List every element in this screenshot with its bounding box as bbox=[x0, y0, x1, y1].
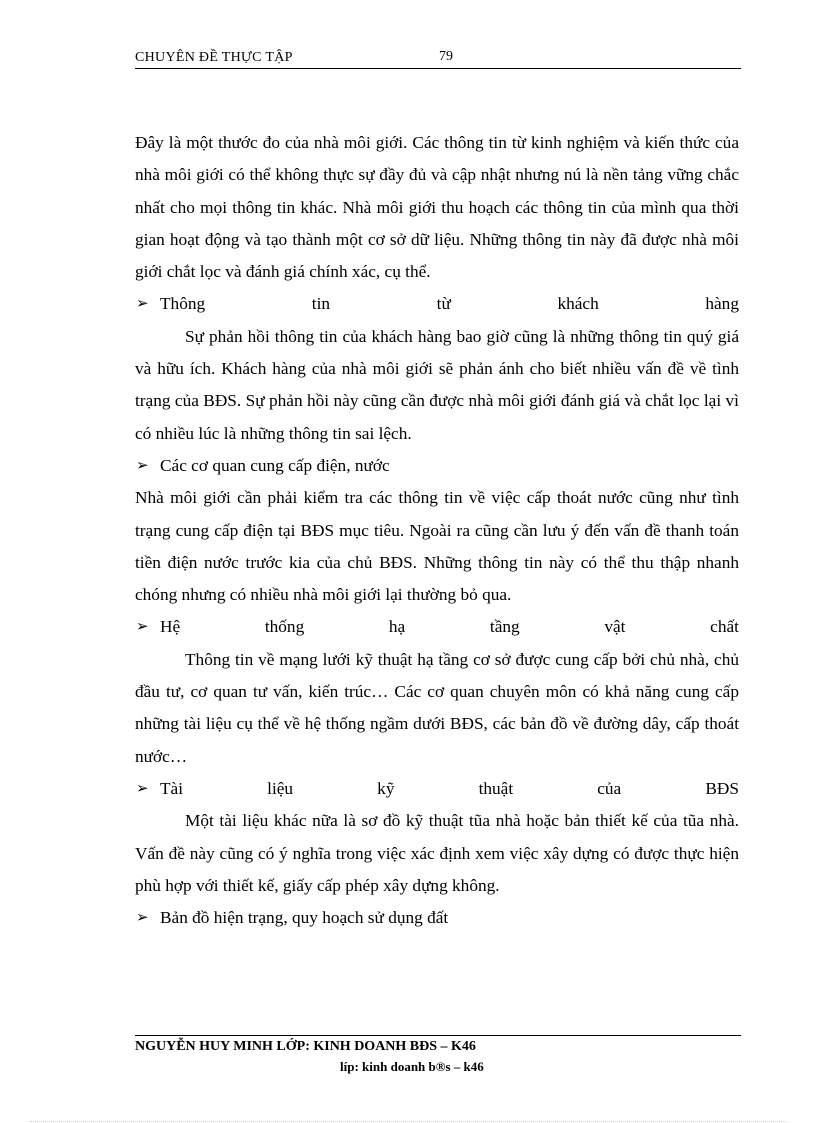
infrastructure-paragraph: Thông tin về mạng lưới kỹ thuật hạ tầng cơ sở được cung cấp bởi chủ nhà, chủ đầu tư, cơ quan tư vấn, kiến trúc… Các cơ quan chuyên môn có khả năng cung cấp những tài liệu cụ thể về hệ thống ngầm dưới BĐS, các bản đồ về đường dây, cấp thoát nước… bbox=[135, 649, 739, 766]
page-bottom-divider bbox=[30, 1121, 786, 1122]
heading-word: liệu bbox=[267, 778, 294, 798]
heading-word: Hệ bbox=[160, 617, 181, 637]
page-number: 79 bbox=[439, 49, 453, 64]
heading-word: tầng bbox=[489, 617, 520, 637]
heading-word: chất bbox=[710, 617, 739, 637]
bullet-heading-technical-docs bbox=[135, 773, 739, 805]
utilities-paragraph: Nhà môi giới cần phải kiểm tra các thông tin về việc cấp thoát nước cũng như tình trạng cung cấp điện tại BĐS mục tiêu. Ngoài ra cũng cần lưu ý đến vấn đề thanh toán tiền điện nước trước kia của chủ BĐS. Những thông tin này có thể thu thập nhanh chóng nhưng có nhiều nhà môi giới lại thường bỏ qua. bbox=[135, 488, 739, 605]
document-body bbox=[135, 127, 739, 934]
arrow-bullet-icon: ➢ bbox=[136, 296, 149, 313]
technical-docs-paragraph: Một tài liệu khác nữa là sơ đồ kỹ thuật tũa nhà hoặc bản thiết kế của tũa nhà. Vấn đề này cũng có ý nghĩa trong việc xác định xem việc xây dựng có được thực hiện phù hợp với thiết kế, giấy cấp phép xây dựng không. bbox=[135, 811, 739, 895]
bullet-heading-label: Các cơ quan cung cấp điện, nước bbox=[160, 455, 390, 475]
footer-divider bbox=[135, 1035, 741, 1036]
heading-word: kỹ bbox=[377, 778, 395, 798]
bullet-heading-customer-info bbox=[135, 288, 739, 320]
bullet-heading-utilities bbox=[135, 450, 739, 482]
arrow-bullet-icon: ➢ bbox=[136, 619, 149, 636]
bullet-heading-label bbox=[160, 611, 739, 643]
bullet-heading-infrastructure bbox=[135, 611, 739, 643]
heading-word: tin bbox=[311, 294, 331, 314]
heading-word: hạ bbox=[388, 617, 406, 637]
customer-info-paragraph: Sự phản hồi thông tin của khách hàng bao giờ cũng là những thông tin quý giá và hữu ích. Khách hàng của nhà môi giới sẽ phản ánh cho biết nhiều vấn đề về tình trạng của BĐS. Sự phản hồi này cũng cần được nhà môi giới đánh giá và chắt lọc lại vì có nhiều lúc là những thông tin sai lệch. bbox=[135, 326, 739, 443]
bullet-heading-label: Bản đồ hiện trạng, quy hoạch sử dụng đất bbox=[160, 908, 449, 928]
heading-word: khách bbox=[557, 294, 599, 314]
heading-word: thuật bbox=[478, 778, 514, 798]
page-header bbox=[135, 48, 741, 69]
footer-author-line: NGUYỄN HUY MINH LỚP: KINH DOANH BĐS – K46 bbox=[135, 1039, 476, 1054]
footer-subline: líp: kinh doanh b®s – k46 bbox=[340, 1059, 484, 1074]
heading-word: thống bbox=[264, 617, 305, 637]
heading-word: từ bbox=[436, 294, 451, 314]
intro-paragraph: Đây là một thước đo của nhà môi giới. Các thông tin từ kinh nghiệm và kiến thức của nhà môi giới có thể không thực sự đầy đủ và cập nhật nhưng nú là nền tảng vững chắc nhất cho mọi thông tin khác. Nhà môi giới thu hoạch các thông tin của mình qua thời gian hoạt động và tạo thành một cơ sở dữ liệu. Những thông tin này đã được nhà môi giới chắt lọc và đánh giá chính xác, cụ thể. bbox=[135, 133, 739, 282]
bullet-heading-label bbox=[160, 773, 739, 805]
bullet-heading-label bbox=[160, 288, 739, 320]
heading-word: BĐS bbox=[705, 778, 739, 798]
document-title: CHUYÊN ĐỀ THỰC TẬP bbox=[135, 50, 293, 65]
heading-word: vật bbox=[604, 617, 626, 637]
bullet-heading-land-use-map bbox=[135, 902, 739, 934]
arrow-bullet-icon: ➢ bbox=[136, 457, 149, 474]
heading-word: Thông bbox=[160, 294, 206, 314]
heading-word: Tài bbox=[160, 778, 184, 798]
heading-word: hàng bbox=[705, 294, 739, 314]
heading-word: của bbox=[597, 778, 622, 798]
arrow-bullet-icon: ➢ bbox=[136, 780, 149, 797]
arrow-bullet-icon: ➢ bbox=[136, 910, 149, 927]
